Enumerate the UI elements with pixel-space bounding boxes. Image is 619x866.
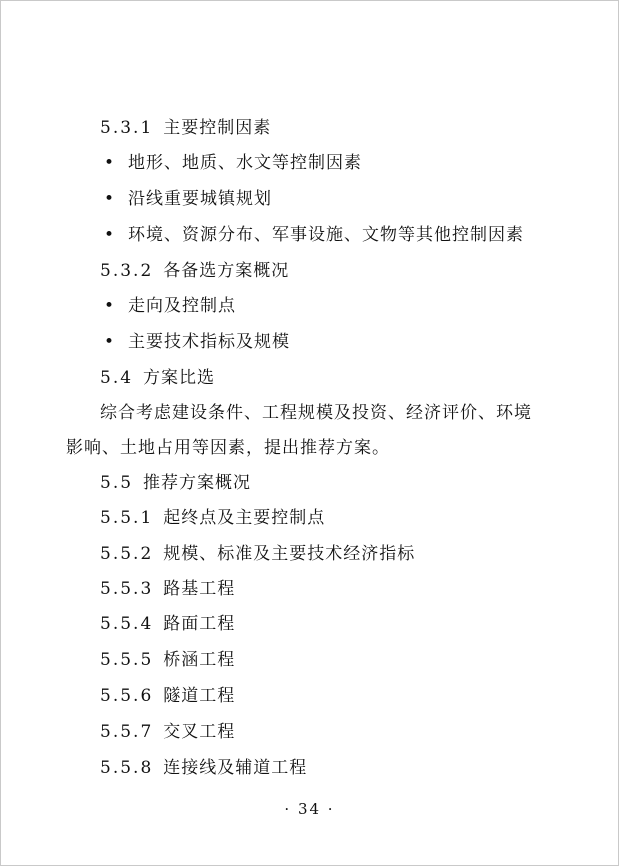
bullet-dot: •	[104, 225, 116, 245]
bullet-item	[104, 188, 272, 210]
bullet-text: 环境、资源分布、军事设施、文物等其他控制因素	[128, 225, 524, 245]
section-number: 5.5.3	[100, 579, 154, 599]
paragraph-text: 影响、土地占用等因素，提出推荐方案。	[66, 438, 390, 458]
page-number: · 34 ·	[284, 800, 335, 818]
bullet-item	[104, 295, 236, 317]
heading-5-4	[100, 367, 215, 389]
section-number: 5.3.2	[100, 261, 154, 281]
section-title: 隧道工程	[163, 686, 236, 706]
bullet-dot: •	[104, 153, 116, 173]
section-title: 交叉工程	[163, 722, 236, 742]
section-number: 5.5.5	[100, 650, 154, 670]
section-number: 5.5.7	[100, 722, 154, 742]
heading-5-5-6	[100, 685, 235, 707]
section-title: 规模、标准及主要技术经济指标	[163, 544, 416, 564]
section-title: 起终点及主要控制点	[163, 508, 326, 528]
section-title: 路基工程	[163, 579, 236, 599]
heading-5-5-7	[100, 721, 235, 743]
heading-5-5-3	[100, 578, 235, 600]
heading-5-5	[100, 472, 251, 494]
bullet-text: 主要技术指标及规模	[128, 332, 290, 352]
heading-5-5-8	[100, 757, 307, 779]
bullet-dot: •	[104, 189, 116, 209]
bullet-dot: •	[104, 332, 116, 352]
paragraph-line	[100, 402, 532, 424]
section-number: 5.5.8	[100, 758, 154, 778]
section-number: 5.4	[100, 368, 134, 388]
heading-5-5-4	[100, 613, 235, 635]
section-number: 5.5.4	[100, 614, 154, 634]
bullet-dot: •	[104, 296, 116, 316]
heading-5-5-2	[100, 543, 415, 565]
section-title: 桥涵工程	[163, 650, 236, 670]
bullet-text: 地形、地质、水文等控制因素	[128, 153, 362, 173]
section-title: 推荐方案概况	[143, 473, 252, 493]
section-title: 主要控制因素	[163, 118, 272, 138]
bullet-text: 走向及控制点	[128, 296, 236, 316]
section-number: 5.5.1	[100, 508, 154, 528]
paragraph-text: 综合考虑建设条件、工程规模及投资、经济评价、环境	[100, 403, 532, 423]
heading-5-3-1	[100, 117, 271, 139]
section-title: 各备选方案概况	[163, 261, 290, 281]
section-title: 连接线及辅道工程	[163, 758, 308, 778]
heading-5-5-5	[100, 649, 235, 671]
section-number: 5.3.1	[100, 118, 154, 138]
paragraph-line	[66, 437, 390, 459]
section-number: 5.5	[100, 473, 134, 493]
heading-5-5-1	[100, 507, 325, 529]
bullet-text: 沿线重要城镇规划	[128, 189, 272, 209]
section-title: 路面工程	[163, 614, 236, 634]
bullet-item	[104, 152, 362, 174]
bullet-item	[104, 331, 290, 353]
section-number: 5.5.6	[100, 686, 154, 706]
heading-5-3-2	[100, 260, 289, 282]
section-number: 5.5.2	[100, 544, 154, 564]
bullet-item	[104, 224, 524, 246]
section-title: 方案比选	[143, 368, 216, 388]
